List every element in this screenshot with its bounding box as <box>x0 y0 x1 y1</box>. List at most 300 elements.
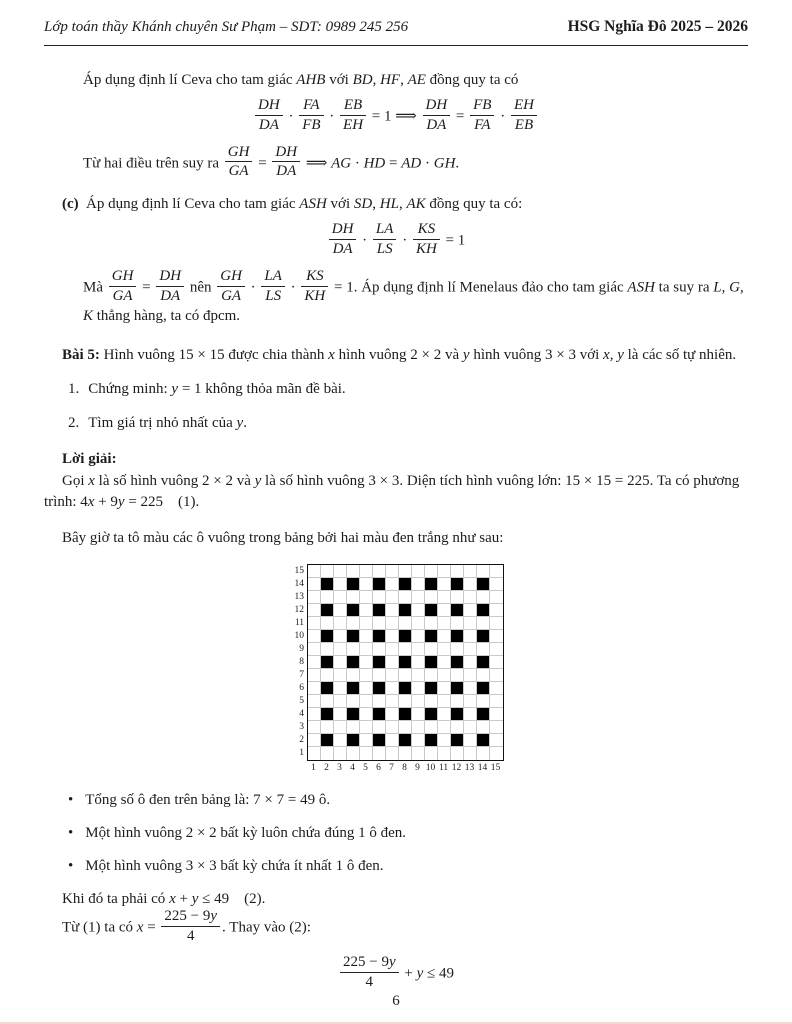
grid-cell-white <box>334 669 347 682</box>
grid-cell-white <box>334 630 347 643</box>
math-fraction: $\frac{EB}{EH}$ <box>340 97 366 134</box>
grid-cell-white <box>412 591 425 604</box>
grid-with-row-labels <box>285 564 507 761</box>
grid-cell-white <box>451 669 464 682</box>
grid-cell-white <box>438 591 451 604</box>
grid-cell-white <box>490 617 503 630</box>
math-fraction: $\frac{225 - 9y}{4}$ <box>161 908 220 945</box>
grid-cell-white <box>373 721 386 734</box>
grid-cell-black <box>399 708 412 721</box>
grid-cell-white <box>386 734 399 747</box>
grid-cell-black <box>373 630 386 643</box>
grid-cell-white <box>321 565 334 578</box>
grid-cell-black <box>477 578 490 591</box>
grid-cell-white <box>308 669 321 682</box>
grid-col-label: 8 <box>402 763 407 774</box>
grid-row-label: 14 <box>294 579 304 590</box>
grid-cell-white <box>334 656 347 669</box>
grid-cell-white <box>412 604 425 617</box>
grid-cell-white <box>425 591 438 604</box>
grid-cell-white <box>308 591 321 604</box>
grid-cell-black <box>451 604 464 617</box>
math-fraction: $\frac{GH}{GA}$ <box>217 268 245 305</box>
math-fraction: $\frac{DH}{DA}$ <box>423 97 451 134</box>
grid-cell-black <box>399 682 412 695</box>
grid-row-label: 7 <box>299 670 304 681</box>
grid-cell-black <box>451 656 464 669</box>
grid-cell-black <box>451 734 464 747</box>
grid-cell-white <box>321 721 334 734</box>
grid-cell-white <box>438 565 451 578</box>
grid-cell-white <box>334 682 347 695</box>
grid-col-label: 11 <box>438 763 449 774</box>
grid-col-label: 9 <box>415 763 420 774</box>
grid-cell-black <box>347 604 360 617</box>
grid-cell-white <box>334 643 347 656</box>
grid-cell-white <box>399 669 412 682</box>
grid-cell-white <box>360 669 373 682</box>
grid-cell-white <box>451 695 464 708</box>
grid-cell-black <box>399 578 412 591</box>
grid-cell-white <box>490 578 503 591</box>
grid-cell-white <box>399 747 412 760</box>
grid-cell-white <box>425 721 438 734</box>
grid-cell-black <box>373 708 386 721</box>
math-fraction: $\frac{DH}{DA}$ <box>255 97 283 134</box>
grid-cell-white <box>477 591 490 604</box>
grid-cell-white <box>308 721 321 734</box>
grid-cell-white <box>308 617 321 630</box>
grid-cell-black <box>399 630 412 643</box>
grid-cell-white <box>477 747 490 760</box>
grid-cell-white <box>386 682 399 695</box>
grid-cell-black <box>425 578 438 591</box>
bullet-icon: • <box>68 791 74 808</box>
grid-cell-white <box>360 656 373 669</box>
grid-cell-white <box>464 695 477 708</box>
grid-cell-black <box>347 656 360 669</box>
bullet-text: Tổng số ô đen trên bảng là: 7 × 7 = 49 ô. <box>85 791 331 808</box>
grid-cell-black <box>451 708 464 721</box>
bullet-text: Một hình vuông 3 × 3 bất kỳ chứa ít nhất 1 ô đen. <box>85 857 384 874</box>
grid-cell-black <box>347 578 360 591</box>
grid-cell-white <box>386 669 399 682</box>
grid-col-label: 14 <box>477 763 488 774</box>
math-fraction: $\frac{LA}{LS}$ <box>261 268 285 305</box>
grid-cell-white <box>438 643 451 656</box>
grid-cell-white <box>399 643 412 656</box>
grid-cell-white <box>360 695 373 708</box>
grid-cell-white <box>425 747 438 760</box>
grid-row-label: 2 <box>299 735 304 746</box>
bullet-icon: • <box>68 857 74 874</box>
grid-cell-white <box>373 747 386 760</box>
grid-cell-white <box>399 617 412 630</box>
grid-col-label: 13 <box>464 763 475 774</box>
grid-cell-white <box>386 630 399 643</box>
grid-cell-black <box>399 734 412 747</box>
grid-cell-white <box>490 721 503 734</box>
grid-cell-black <box>425 656 438 669</box>
para-bai-5-statement: Bài 5: Hình vuông 15 × 15 được chia thành x hình vuông 2 × 2 và y hình vuông 3 × 3 với x, y là các số tự nhiên. <box>62 347 737 364</box>
grid-cell-white <box>360 643 373 656</box>
list-item <box>68 413 748 434</box>
grid-row-label: 8 <box>299 657 304 668</box>
grid-col-label: 10 <box>425 763 436 774</box>
grid-cell-black <box>477 708 490 721</box>
grid-cell-white <box>308 656 321 669</box>
grid-cell-black <box>321 708 334 721</box>
grid-cell-white <box>360 578 373 591</box>
grid-col-label: 15 <box>490 763 501 774</box>
grid-cell-white <box>334 721 347 734</box>
grid-cell-white <box>464 643 477 656</box>
grid-cell-white <box>490 591 503 604</box>
grid-cell-white <box>308 604 321 617</box>
grid-cell-white <box>490 656 503 669</box>
grid-cell-white <box>360 565 373 578</box>
para-khi-do: Khi đó ta phải có x + y ≤ 49 (2). <box>62 890 266 907</box>
grid-cell-white <box>386 604 399 617</box>
grid-row-label: 1 <box>299 748 304 759</box>
grid-cell-white <box>334 578 347 591</box>
grid-row-label: 5 <box>299 696 304 707</box>
header-class-info: Lớp toán thầy Khánh chuyên Sư Phạm – SDT: 0989 245 256 <box>44 19 409 35</box>
grid-cell-white <box>386 747 399 760</box>
list-item-number: 2. <box>68 415 80 432</box>
grid-cell-white <box>386 565 399 578</box>
grid-cell-white <box>308 734 321 747</box>
grid-col-labels <box>307 764 502 774</box>
grid-row-label: 13 <box>294 592 304 603</box>
grid-cell-white <box>334 695 347 708</box>
grid-cell-white <box>360 682 373 695</box>
math-fraction: $\frac{FB}{FA}$ <box>470 97 494 134</box>
grid-cell-white <box>347 591 360 604</box>
grid-cell-white <box>321 695 334 708</box>
grid-col-label: 5 <box>363 763 368 774</box>
grid-cell-white <box>438 721 451 734</box>
grid-cell-black <box>373 682 386 695</box>
list-item <box>68 379 748 400</box>
grid-cell-white <box>438 669 451 682</box>
grid-cell-black <box>321 630 334 643</box>
grid-cell-white <box>321 747 334 760</box>
grid-cell-black <box>321 682 334 695</box>
grid-cell-white <box>386 617 399 630</box>
grid-cell-black <box>373 604 386 617</box>
list-item-text: Chứng minh: y = 1 không thỏa mãn đề bài. <box>88 381 346 398</box>
math-fraction: $\frac{FA}{FB}$ <box>299 97 323 134</box>
grid-cell-black <box>425 734 438 747</box>
grid-cell-white <box>438 747 451 760</box>
grid-cell-white <box>386 643 399 656</box>
math-fraction: $\frac{KS}{KH}$ <box>301 268 328 305</box>
numbered-list <box>44 379 748 434</box>
checkerboard-figure <box>285 564 507 774</box>
grid-cell-white <box>373 617 386 630</box>
grid-cell-black <box>477 630 490 643</box>
grid-cell-white <box>438 604 451 617</box>
grid-cell-white <box>399 565 412 578</box>
grid-row-label: 12 <box>294 605 304 616</box>
grid-cell-black <box>347 708 360 721</box>
grid-cell-white <box>386 695 399 708</box>
grid-row-label: 15 <box>294 566 304 577</box>
grid-cell-white <box>464 591 477 604</box>
grid-cell-black <box>399 604 412 617</box>
grid-cells <box>307 564 504 761</box>
list-item-text: Tìm giá trị nhỏ nhất của y. <box>88 415 247 432</box>
grid-cell-white <box>347 721 360 734</box>
grid-cell-white <box>360 747 373 760</box>
grid-cell-white <box>438 708 451 721</box>
grid-cell-white <box>412 721 425 734</box>
grid-cell-white <box>334 617 347 630</box>
item-c-text: Áp dụng định lí Ceva cho tam giác ASH với SD, HL, AK đồng quy ta có: <box>86 196 523 213</box>
list-item-number: 1. <box>68 381 80 398</box>
grid-cell-white <box>334 591 347 604</box>
grid-cell-white <box>451 565 464 578</box>
equation-ceva-ahb: $\frac{DH}{DA}$ · $\frac{FA}{FB}$ · $\frac{EB}{EH}$ = 1 ⟹ $\frac{DH}{DA}$ = $\frac{FB}{FA}$ · $\frac{EH}{EB}$ <box>44 99 748 136</box>
grid-row-label: 10 <box>294 631 304 642</box>
grid-cell-white <box>334 604 347 617</box>
grid-cell-white <box>399 695 412 708</box>
math-fraction: $\frac{GH}{GA}$ <box>109 268 137 305</box>
grid-cell-black <box>477 682 490 695</box>
grid-cell-white <box>438 617 451 630</box>
bullet-item <box>68 823 748 844</box>
grid-cell-white <box>347 617 360 630</box>
para-bay-gio: Bây giờ ta tô màu các ô vuông trong bảng bởi hai màu đen trắng như sau: <box>62 530 504 547</box>
grid-cell-white <box>308 695 321 708</box>
grid-cell-white <box>425 669 438 682</box>
grid-cell-white <box>464 578 477 591</box>
grid-cell-white <box>386 656 399 669</box>
grid-cell-white <box>412 643 425 656</box>
grid-cell-black <box>477 604 490 617</box>
grid-col-label: 4 <box>350 763 355 774</box>
grid-row-label: 9 <box>299 644 304 655</box>
grid-cell-white <box>438 578 451 591</box>
grid-cell-white <box>451 643 464 656</box>
grid-cell-white <box>412 578 425 591</box>
grid-cell-white <box>490 747 503 760</box>
grid-cell-white <box>438 734 451 747</box>
grid-cell-black <box>477 734 490 747</box>
math-fraction: $\frac{KS}{KH}$ <box>413 221 440 258</box>
grid-cell-black <box>451 682 464 695</box>
grid-cell-white <box>412 656 425 669</box>
grid-cell-black <box>425 604 438 617</box>
grid-cell-black <box>321 656 334 669</box>
grid-cell-white <box>490 604 503 617</box>
grid-cell-white <box>477 617 490 630</box>
para-ceva-ahb: Áp dụng định lí Ceva cho tam giác AHB với BD, HF, AE đồng quy ta có <box>83 72 519 88</box>
grid-col-label: 2 <box>324 763 329 774</box>
bullet-list <box>68 790 748 877</box>
grid-col-label: 7 <box>389 763 394 774</box>
grid-cell-white <box>438 656 451 669</box>
grid-cell-white <box>386 591 399 604</box>
grid-cell-white <box>412 708 425 721</box>
grid-cell-black <box>347 630 360 643</box>
para-tu-1: Từ (1) ta có x = $\frac{225 - 9y}{4}$ . Thay vào (2): <box>62 907 311 944</box>
grid-cell-white <box>334 708 347 721</box>
grid-cell-white <box>412 734 425 747</box>
grid-cell-white <box>464 565 477 578</box>
math-fraction: $\frac{LA}{LS}$ <box>373 221 397 258</box>
grid-cell-white <box>373 591 386 604</box>
grid-cell-black <box>321 604 334 617</box>
grid-cell-white <box>490 682 503 695</box>
grid-cell-black <box>373 734 386 747</box>
grid-cell-white <box>360 721 373 734</box>
solution-heading: Lời giải: <box>62 451 117 468</box>
grid-col-label: 3 <box>337 763 342 774</box>
grid-cell-white <box>373 565 386 578</box>
grid-col-label: 12 <box>451 763 462 774</box>
grid-cell-white <box>425 617 438 630</box>
page-number: 6 <box>392 993 400 1009</box>
grid-cell-white <box>360 708 373 721</box>
math-fraction: $\frac{225 - 9y}{4}$ <box>340 954 399 991</box>
grid-cell-white <box>308 630 321 643</box>
grid-cell-white <box>360 734 373 747</box>
grid-cell-white <box>412 669 425 682</box>
grid-cell-white <box>373 695 386 708</box>
grid-cell-black <box>425 708 438 721</box>
grid-cell-white <box>464 630 477 643</box>
grid-cell-white <box>386 578 399 591</box>
grid-cell-white <box>425 643 438 656</box>
grid-cell-white <box>490 630 503 643</box>
grid-cell-white <box>451 721 464 734</box>
grid-cell-white <box>360 604 373 617</box>
grid-cell-white <box>477 721 490 734</box>
grid-cell-white <box>360 591 373 604</box>
grid-cell-white <box>347 669 360 682</box>
grid-cell-white <box>464 708 477 721</box>
grid-col-label: 6 <box>376 763 381 774</box>
grid-cell-white <box>321 669 334 682</box>
grid-cell-black <box>321 734 334 747</box>
grid-cell-black <box>399 656 412 669</box>
grid-cell-white <box>438 630 451 643</box>
grid-cell-white <box>464 747 477 760</box>
grid-cell-white <box>490 669 503 682</box>
grid-cell-white <box>334 734 347 747</box>
grid-cell-white <box>373 643 386 656</box>
para-goi-x-y: Gọi x là số hình vuông 2 × 2 và y là số hình vuông 3 × 3. Diện tích hình vuông lớn: 15 × 15 = 225. Ta có phương trình: 4x + 9y = 225 (1). <box>44 473 740 511</box>
grid-cell-white <box>490 695 503 708</box>
grid-cell-white <box>412 630 425 643</box>
math-fraction: $\frac{GH}{GA}$ <box>225 144 253 181</box>
grid-cell-white <box>360 617 373 630</box>
grid-cell-black <box>451 578 464 591</box>
item-c <box>62 194 748 215</box>
grid-cell-white <box>464 721 477 734</box>
grid-cell-black <box>451 630 464 643</box>
grid-cell-white <box>308 682 321 695</box>
grid-cell-black <box>477 656 490 669</box>
grid-cell-white <box>321 643 334 656</box>
grid-cell-white <box>399 721 412 734</box>
grid-cell-white <box>477 669 490 682</box>
grid-corner-spacer <box>285 764 307 774</box>
grid-cell-white <box>308 565 321 578</box>
page-header <box>44 16 748 46</box>
grid-row-labels <box>285 565 304 761</box>
grid-cell-white <box>321 617 334 630</box>
grid-cell-black <box>373 578 386 591</box>
grid-cell-white <box>412 747 425 760</box>
grid-cell-white <box>347 565 360 578</box>
grid-row-label: 4 <box>299 709 304 720</box>
grid-cell-white <box>438 695 451 708</box>
grid-cell-white <box>308 578 321 591</box>
grid-cell-white <box>451 591 464 604</box>
grid-cell-white <box>347 643 360 656</box>
grid-cell-black <box>425 630 438 643</box>
grid-cell-white <box>347 695 360 708</box>
grid-cell-white <box>490 643 503 656</box>
grid-cell-white <box>425 565 438 578</box>
grid-cell-white <box>451 747 464 760</box>
grid-cell-white <box>373 669 386 682</box>
grid-cell-white <box>360 630 373 643</box>
grid-cell-white <box>412 695 425 708</box>
equation-final-inequality: $\frac{225 - 9y}{4}$ + y ≤ 49 <box>44 956 748 993</box>
math-fraction: $\frac{DH}{DA}$ <box>329 221 357 258</box>
grid-cell-white <box>412 617 425 630</box>
grid-cell-white <box>477 565 490 578</box>
grid-cell-black <box>347 682 360 695</box>
bullet-icon: • <box>68 824 74 841</box>
grid-row-label: 11 <box>294 618 304 629</box>
grid-cell-black <box>321 578 334 591</box>
grid-cell-white <box>386 721 399 734</box>
header-exam-title: HSG Nghĩa Đô 2025 – 2026 <box>567 18 748 35</box>
grid-cell-white <box>386 708 399 721</box>
grid-cell-black <box>425 682 438 695</box>
math-fraction: $\frac{DH}{DA}$ <box>272 144 300 181</box>
grid-cell-white <box>412 565 425 578</box>
bullet-item <box>68 856 748 877</box>
grid-cell-white <box>438 682 451 695</box>
grid-cell-white <box>334 747 347 760</box>
item-c-label: (c) <box>62 196 79 213</box>
grid-cell-white <box>425 695 438 708</box>
grid-cell-black <box>373 656 386 669</box>
math-fraction: $\frac{DH}{DA}$ <box>156 268 184 305</box>
grid-col-labels-row <box>285 764 507 774</box>
grid-cell-white <box>464 669 477 682</box>
para-ma-menelaus: Mà $\frac{GH}{GA}$ = $\frac{DH}{DA}$ nên $\frac{GH}{GA}$ · $\frac{LA}{LS}$ · $\frac{KS}{KH}$ = 1. Áp dụng định lí Menelaus đảo cho tam giác ASH ta suy ra L, G, K thẳng hàng, ta có đpcm. <box>83 267 744 325</box>
grid-cell-white <box>490 708 503 721</box>
grid-cell-white <box>347 747 360 760</box>
grid-cell-white <box>477 695 490 708</box>
grid-cell-white <box>490 734 503 747</box>
grid-cell-white <box>334 565 347 578</box>
para-tu-hai-dieu: Từ hai điều trên suy ra $\frac{GH}{GA}$ = $\frac{DH}{DA}$ ⟹ AG · HD = AD · GH. <box>83 143 460 180</box>
grid-cell-white <box>321 591 334 604</box>
grid-row-label: 6 <box>299 683 304 694</box>
grid-cell-white <box>464 617 477 630</box>
grid-cell-white <box>308 643 321 656</box>
grid-cell-white <box>399 591 412 604</box>
grid-col-label: 1 <box>311 763 316 774</box>
